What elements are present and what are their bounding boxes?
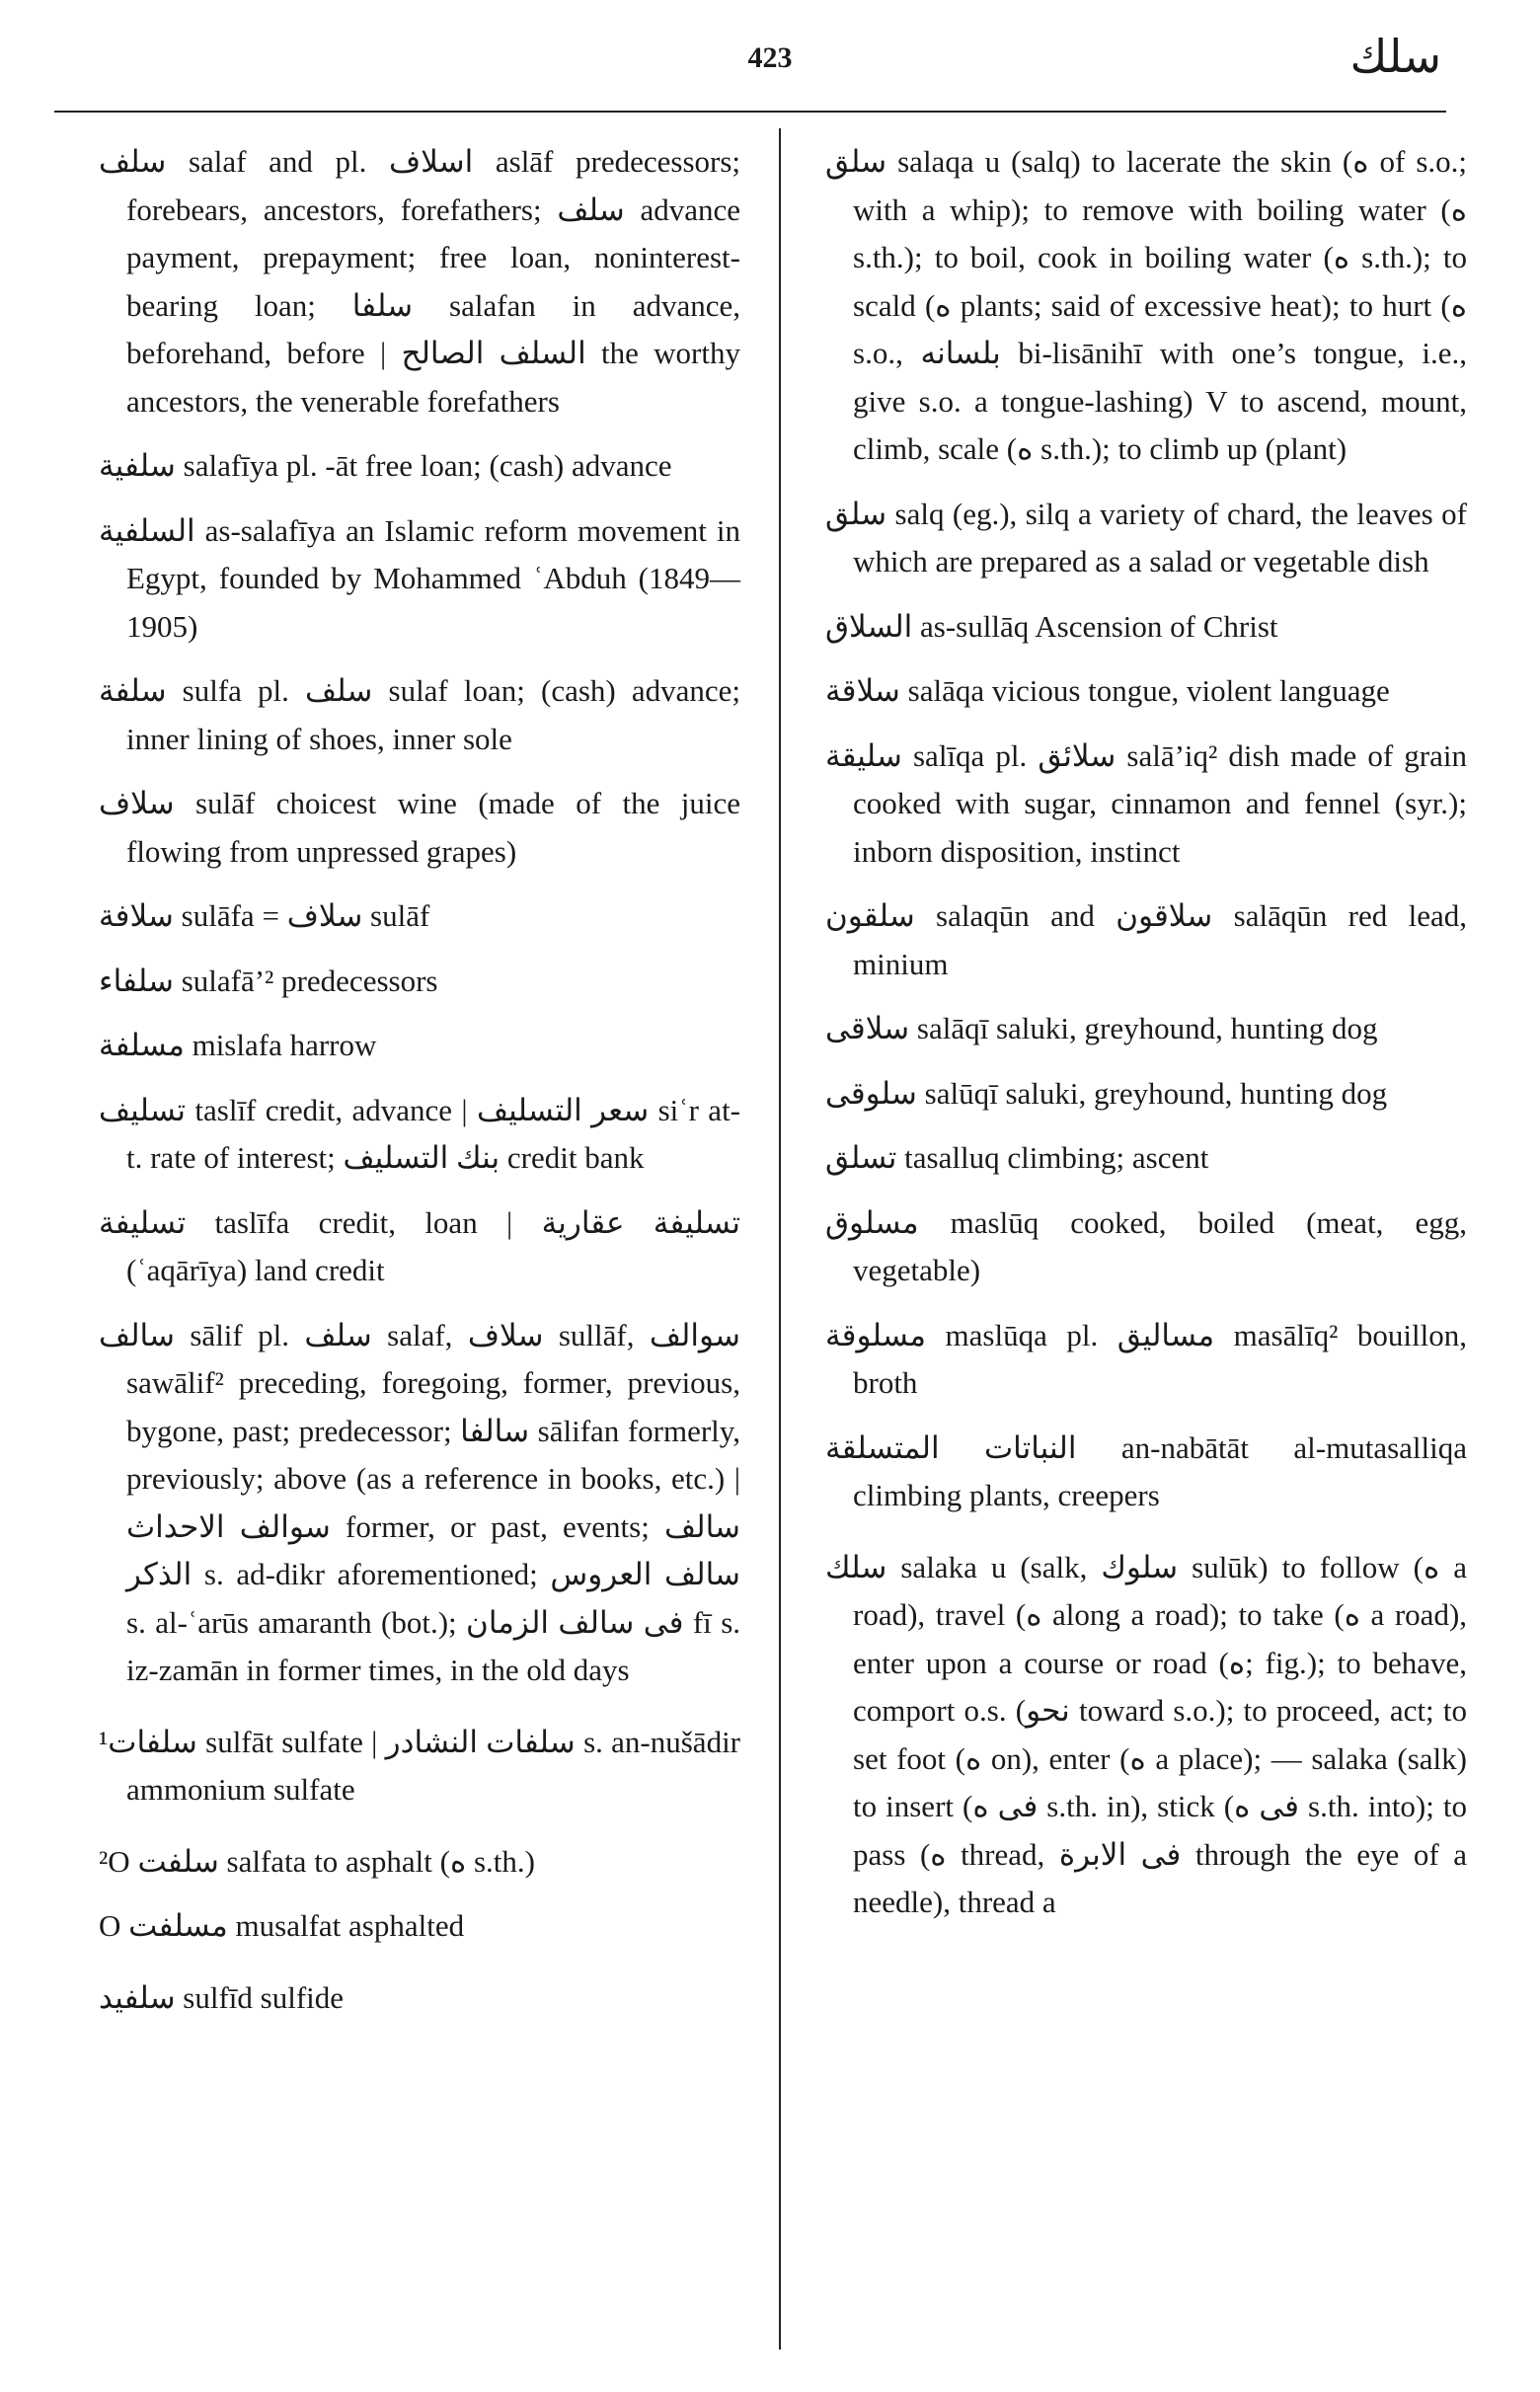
dictionary-entry: سلاقى salāqī saluki, greyhound, hunting dog [825,1011,1378,1045]
dictionary-entry: مسلوق maslūq cooked, boiled (meat, egg, vegetable) [825,1204,1467,1287]
column-divider [779,128,781,2350]
dictionary-entry: سلفاء sulafā’² predecessors [99,963,438,998]
dictionary-entry: O مسلفت musalfat asphalted [99,1908,465,1943]
dictionary-entry: السلفية as-salafīya an Islamic reform movement in Egypt, founded by Mohammed ʿAbduh (1849—1905) [99,512,740,644]
dictionary-entry: سلقون salaqūn and سلاقون salāqūn red lead, minium [825,898,1467,981]
page-number: 423 [747,41,793,74]
dictionary-entry: سالف sālif pl. سلف salaf, سلاف sullāf, سوالف sawālif² preceding, foregoing, former, previous, bygone, past; predecessor; سالفا sālifan formerly, previously; above (as a reference in books, etc.) | سوالف الاحداث former, or past, events; سالف الذكر s. ad-dikr aforementioned; سالف العروس s. al-ʿarūs amaranth (bot.); فى سالف الزمان fī s. iz-zamān in former times, in the old days [99,1317,741,1687]
left-column [99,138,740,2039]
running-head: سلك [1349,32,1441,82]
dictionary-entry: سلف salaf and pl. اسلاف aslāf predecessors; forebears, ancestors, forefathers; سلف advance payment, prepayment; free loan, noninterest-bearing loan; سلفا salafan in advance, beforehand, before | السلف الصالح the worthy ancestors, the venerable forefathers [99,144,741,419]
header-rule [54,111,1446,113]
dictionary-entry: سلفيد sulfīd sulfide [99,1979,345,2015]
dictionary-entry: تسليف taslīf credit, advance | سعر التسليف siʿr at-t. rate of interest; بنك التسليف credit bank [99,1092,740,1175]
dictionary-entry: سلافة sulāfa = سلاف sulāf [99,898,430,933]
dictionary-entry: سلق salaqa u (salq) to lacerate the skin (ه of s.o.; with a whip); to remove with boiling water (ه s.th.); to boil, cook in boiling water (ه s.th.); to scald (ه plants; said of excessive heat); to hurt (ه s.o., بلسانه bi-lisānihī with one’s tongue, i.e., give s.o. a tongue-lashing) V to ascend, mount, climb, scale (ه s.th.); to climb up (plant) [825,144,1467,466]
dictionary-entry: سليقة salīqa pl. سلائق salā’iq² dish made of grain cooked with sugar, cinnamon and fennel (syr.); inborn disposition, instinct [825,737,1467,869]
dictionary-entry: تسلق tasalluq climbing; ascent [825,1140,1209,1175]
dictionary-entry: سلوقى salūqī saluki, greyhound, hunting dog [825,1075,1388,1111]
dictionary-entry: السلاق as-sullāq Ascension of Christ [825,608,1278,644]
dictionary-entry: سلك salaka u (salk, سلوك sulūk) to follow (ه a road), travel (ه along a road); to take (ه a road), enter upon a course or road (ه; fig.); to behave, comport o.s. (نحو toward s.o.); to proceed, act; to set foot (ه on), enter (ه a place); — salaka (salk) to insert (فى ه s.th. in), stick (فى ه s.th. into); to pass (ه thread, فى الابرة through the eye of a needle), thread a [825,1549,1468,1919]
dictionary-entry: ¹سلفات sulfāt sulfate | سلفات النشادر s. an-nušādir ammonium sulfate [99,1724,741,1807]
dictionary-entry: سلفية salafīya pl. -āt free loan; (cash) advance [99,448,672,483]
right-column [825,138,1467,1944]
dictionary-entry: سلاف sulāf choicest wine (made of the juice flowing from unpressed grapes) [99,786,740,869]
dictionary-entry: سلاقة salāqa vicious tongue, violent language [825,673,1390,708]
dictionary-entry: مسلوقة maslūqa pl. مساليق masālīq² bouillon, broth [825,1317,1467,1400]
dictionary-entry: النباتات المتسلقة an-nabātāt al-mutasalliqa climbing plants, creepers [825,1429,1467,1512]
dictionary-entry: سلفة sulfa pl. سلف sulaf loan; (cash) advance; inner lining of shoes, inner sole [99,673,740,756]
dictionary-entry: مسلفة mislafa harrow [99,1028,377,1062]
dictionary-entry: تسليفة taslīfa credit, loan | تسليفة عقارية (ʿaqārīya) land credit [99,1204,741,1287]
dictionary-entry: سلق salq (eg.), silq a variety of chard, the leaves of which are prepared as a salad or vegetable dish [825,496,1467,579]
dictionary-entry: ²O سلفت salfata to asphalt (ه s.th.) [99,1843,535,1879]
